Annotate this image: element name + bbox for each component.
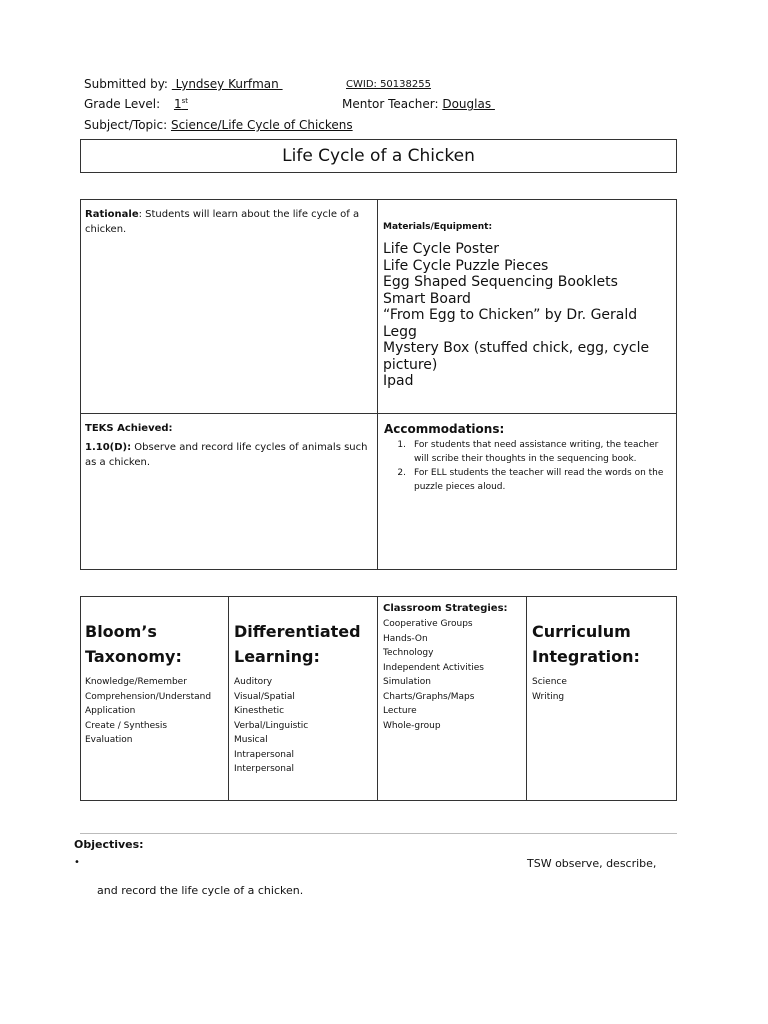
list-item: Lecture [383, 706, 417, 716]
subject-topic-value: Science/Life Cycle of Chickens [170, 118, 353, 132]
curriculum-cell [532, 619, 672, 704]
list-item: Technology [383, 648, 434, 658]
list-item: 1. For students that need assistance writing, the teacher will scribe their thoughts in the sequencing book. [397, 440, 659, 464]
list-item: Visual/Spatial [234, 691, 295, 702]
strategies-table-divider-3 [526, 596, 527, 801]
list-item: Intrapersonal [234, 749, 294, 760]
rationale-label: Rationale [85, 209, 139, 220]
curriculum-title: Curriculum Integration: [532, 622, 640, 666]
mentor-teacher-value: Douglas [442, 97, 495, 111]
teks-objective [85, 440, 371, 470]
list-item: Independent Activities [383, 662, 484, 673]
list-item: Cooperative Groups [383, 619, 473, 629]
mentor-teacher-label: Mentor Teacher: [342, 97, 439, 111]
list-item: Auditory [234, 677, 273, 687]
accommodations-cell [384, 422, 674, 494]
main-table-hdivider [80, 413, 677, 414]
list-item: Science [532, 677, 567, 687]
cwid: CWID: 50138255 [346, 79, 431, 90]
teks-text: Observe and record life cycles of animals such as a chicken. [85, 442, 368, 468]
list-item: Interpersonal [234, 764, 294, 774]
list-item: Simulation [383, 677, 431, 687]
materials-cell [383, 222, 673, 390]
strategies-table-divider-1 [228, 596, 229, 801]
grade-level-value: 1st [173, 97, 188, 111]
submitted-by-label: Submitted by: [84, 77, 168, 91]
teks-code: 1.10(D): [85, 442, 132, 453]
curriculum-list [532, 675, 672, 704]
strategies-title: Classroom Strategies: [383, 603, 508, 614]
list-item: Application [85, 706, 136, 716]
list-item: “From Egg to Chicken” by Dr. Gerald Legg [383, 307, 638, 340]
grade-level-row [84, 97, 208, 111]
title-box [80, 139, 677, 173]
subject-topic-label: Subject/Topic: [84, 118, 168, 132]
list-item: Evaluation [85, 735, 133, 745]
objectives-label: Objectives: [74, 838, 144, 851]
objectives-line-2: and record the life cycle of a chicken. [97, 884, 304, 897]
teks-cell [85, 421, 371, 470]
accommodations-list [384, 438, 674, 494]
grade-level-label: Grade Level: [84, 97, 161, 111]
accommodations-label: Accommodations: [384, 422, 505, 436]
list-item: Knowledge/Remember [85, 677, 187, 687]
list-item: Kinesthetic [234, 706, 285, 716]
objectives-line-1: TSW observe, describe, [527, 857, 657, 870]
list-item: Create / Synthesis [85, 720, 168, 731]
list-item: Whole-group [383, 720, 441, 731]
rationale-cell [85, 207, 371, 237]
objectives-divider [80, 833, 677, 834]
strategies-cell [383, 603, 523, 733]
teks-label: TEKS Achieved: [85, 423, 173, 434]
submitted-by-row [84, 77, 283, 91]
subject-topic-row [84, 118, 353, 132]
blooms-cell [85, 619, 225, 748]
list-item: Verbal/Linguistic [234, 720, 309, 731]
differentiated-cell [234, 619, 374, 777]
objectives-bullet: • [74, 857, 80, 868]
rationale-text: : Students will learn about the life cycle of a chicken. [85, 209, 360, 235]
list-item: Charts/Graphs/Maps [383, 691, 475, 702]
mentor-teacher-row [342, 97, 495, 111]
submitted-by-value: Lyndsey Kurfman [171, 77, 283, 91]
main-table-vdivider [377, 199, 378, 570]
blooms-list [85, 675, 225, 748]
list-item: Egg Shaped Sequencing Booklets [383, 274, 618, 290]
blooms-title: Bloom’s Taxonomy: [85, 622, 182, 666]
strategies-list [383, 617, 523, 733]
list-item: Ipad [383, 373, 414, 389]
list-item: Musical [234, 735, 268, 745]
page-title: Life Cycle of a Chicken [282, 146, 475, 166]
list-item: Smart Board [383, 290, 471, 307]
strategies-table-divider-2 [377, 596, 378, 801]
differentiated-title: Differentiated Learning: [234, 622, 361, 666]
list-item: Comprehension/Understand [85, 691, 212, 702]
materials-list [383, 241, 673, 390]
list-item: Life Cycle Puzzle Pieces [383, 257, 549, 274]
list-item: 2. For ELL students the teacher will read the words on the puzzle pieces aloud. [397, 468, 664, 492]
list-item: Writing [532, 691, 565, 702]
list-item: Hands-On [383, 633, 428, 644]
list-item: Life Cycle Poster [383, 241, 500, 257]
list-item: Mystery Box (stuffed chick, egg, cycle picture) [383, 340, 650, 373]
differentiated-list [234, 675, 374, 777]
materials-label: Materials/Equipment: [383, 222, 493, 232]
